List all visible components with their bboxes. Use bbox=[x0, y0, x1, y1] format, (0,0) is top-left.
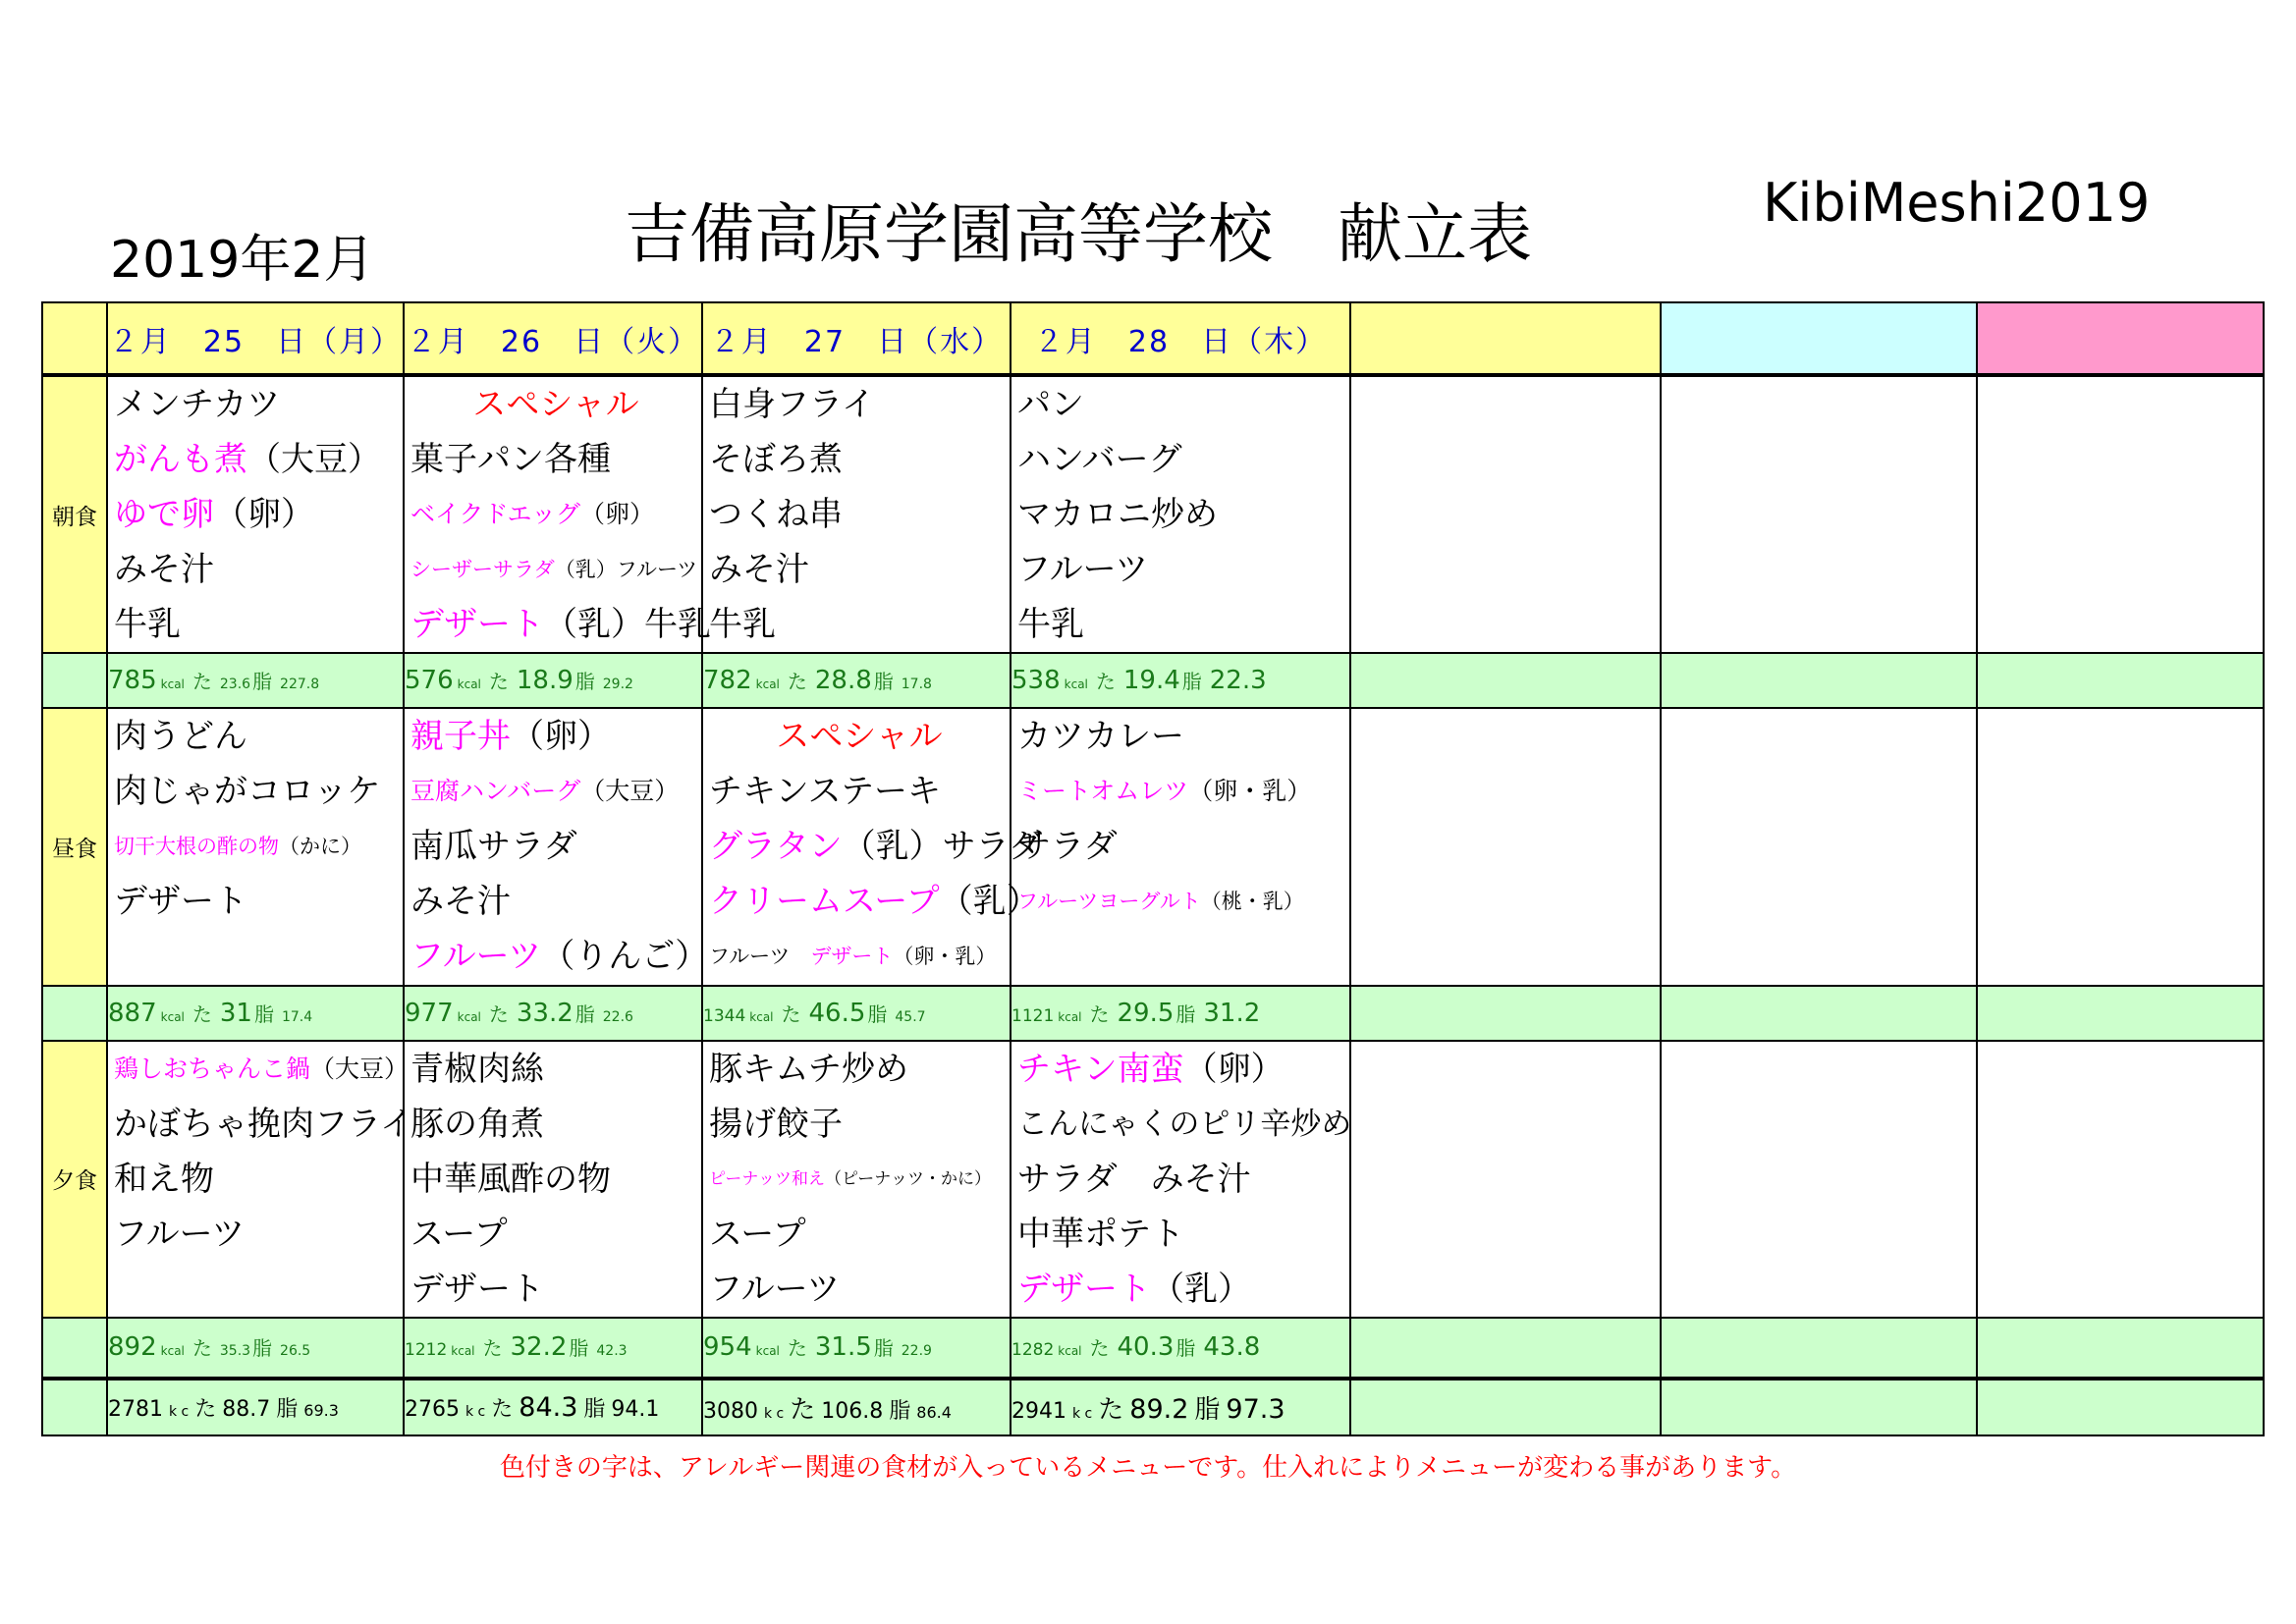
nutrition-cell: 1344 kcal た 46.5 脂 45.7 bbox=[702, 986, 1011, 1041]
menu-item: フルーツ bbox=[709, 1269, 841, 1309]
menu-item: スープ bbox=[410, 1214, 508, 1254]
nutrition-cell: 954 kcal た 31.5 脂 22.9 bbox=[702, 1318, 1011, 1379]
menu-item: グラタン（乳）サラダ bbox=[709, 827, 1043, 867]
menu-item: スペシャル bbox=[472, 385, 639, 425]
menu-item: メンチカツ bbox=[114, 385, 281, 425]
menu-item: 牛乳 bbox=[1017, 605, 1084, 645]
empty-cell bbox=[1661, 986, 1977, 1041]
nutrition-cell: 1121 kcal た 29.5 脂 31.2 bbox=[1011, 986, 1350, 1041]
day-header-empty-1 bbox=[1350, 302, 1661, 375]
menu-item: 白身フライ bbox=[709, 385, 875, 425]
menu-item: クリームスープ（乳） bbox=[709, 882, 1040, 922]
nutrition-cell: 782 kcal た 28.8 脂 17.8 bbox=[702, 653, 1011, 708]
lunch-mon bbox=[107, 708, 404, 985]
empty-cell bbox=[1661, 653, 1977, 708]
menu-item: マカロニ炒め bbox=[1017, 495, 1218, 535]
day-header-empty-2 bbox=[1661, 302, 1977, 375]
day-header-mon: ２月 25 日（月） bbox=[107, 302, 404, 375]
menu-item: デザート（乳）牛乳 bbox=[410, 605, 711, 645]
menu-item: サラダ bbox=[1017, 827, 1118, 867]
menu-item: シーザーサラダ（乳）フルーツ bbox=[410, 558, 698, 582]
menu-item: フルーツヨーグルト（桃・乳） bbox=[1017, 890, 1304, 914]
empty-cell bbox=[1977, 653, 2264, 708]
menu-item: フルーツ bbox=[114, 1214, 246, 1254]
menu-item: 切干大根の酢の物（かに） bbox=[114, 835, 361, 859]
menu-item: フルーツ デザート（卵・乳） bbox=[709, 945, 997, 969]
total-cell: 3080 k c た 106.8 脂 86.4 bbox=[702, 1379, 1011, 1435]
menu-item: ゆで卵（卵） bbox=[114, 495, 314, 535]
day-header-empty-3 bbox=[1977, 302, 2264, 375]
breakfast-row bbox=[42, 375, 2264, 653]
empty-cell bbox=[1661, 1041, 1977, 1318]
menu-item: 肉じゃがコロッケ bbox=[114, 772, 381, 812]
corner-cell bbox=[42, 302, 107, 375]
breakfast-nutrition-row bbox=[42, 653, 2264, 708]
menu-item: がんも煮（大豆） bbox=[114, 440, 381, 480]
menu-item: 豚キムチ炒め bbox=[709, 1049, 908, 1089]
menu-item: サラダ みそ汁 bbox=[1017, 1159, 1251, 1199]
total-cell: 2765 k c た 84.3 脂 94.1 bbox=[404, 1379, 702, 1435]
menu-item: つくね串 bbox=[709, 495, 843, 535]
nutrition-cell: 1282 kcal た 40.3 脂 43.8 bbox=[1011, 1318, 1350, 1379]
menu-item: こんにゃくのピリ辛炒め bbox=[1017, 1106, 1352, 1142]
dinner-wed bbox=[702, 1041, 1011, 1318]
nutrition-cell: 1212 kcal た 32.2 脂 42.3 bbox=[404, 1318, 702, 1379]
menu-item: フルーツ（りんご） bbox=[410, 937, 709, 977]
menu-item: ピーナッツ和え（ピーナッツ・かに） bbox=[709, 1168, 991, 1189]
total-cell: 2781 k c た 88.7 脂 69.3 bbox=[107, 1379, 404, 1435]
menu-item: パン bbox=[1017, 385, 1084, 425]
empty-cell bbox=[1350, 1041, 1661, 1318]
breakfast-mon bbox=[107, 375, 404, 653]
breakfast-wed bbox=[702, 375, 1011, 653]
meal-label-spacer bbox=[42, 653, 107, 708]
menu-item: 揚げ餃子 bbox=[709, 1104, 843, 1144]
empty-cell bbox=[1977, 1041, 2264, 1318]
nutrition-cell: 576 kcal た 18.9 脂 29.2 bbox=[404, 653, 702, 708]
empty-cell bbox=[1350, 653, 1661, 708]
meal-label-dinner: 夕食 bbox=[42, 1041, 107, 1318]
menu-item: デザート bbox=[410, 1269, 544, 1309]
menu-item: カツカレー bbox=[1017, 717, 1184, 757]
empty-cell bbox=[1350, 708, 1661, 985]
menu-item: 菓子パン各種 bbox=[410, 440, 611, 480]
menu-item: ミートオムレツ（卵・乳） bbox=[1017, 777, 1312, 806]
nutrition-cell: 887 kcal た 31 脂 17.4 bbox=[107, 986, 404, 1041]
menu-item: みそ汁 bbox=[114, 550, 214, 590]
day-header-row bbox=[42, 302, 2264, 375]
menu-item: デザート（乳） bbox=[1017, 1269, 1251, 1309]
empty-cell bbox=[1350, 1379, 1661, 1435]
dinner-tue bbox=[404, 1041, 702, 1318]
meal-label-spacer bbox=[42, 986, 107, 1041]
menu-item: かぼちゃ挽肉フライ bbox=[114, 1104, 413, 1144]
menu-item: 中華ポテト bbox=[1017, 1214, 1184, 1254]
lunch-row bbox=[42, 708, 2264, 985]
menu-item: 南瓜サラダ bbox=[410, 827, 577, 867]
menu-item: 牛乳 bbox=[709, 605, 776, 645]
meal-label-lunch: 昼食 bbox=[42, 708, 107, 985]
menu-item: スペシャル bbox=[776, 717, 943, 757]
day-header-wed: ２月 27 日（水） bbox=[702, 302, 1011, 375]
allergy-footnote: 色付きの字は、アレルギー関連の食材が入っているメニューです。仕入れによりメニューが変わる事があります。 bbox=[499, 1453, 1797, 1483]
nutrition-cell: 538 kcal た 19.4 脂 22.3 bbox=[1011, 653, 1350, 708]
page-title: 吉備高原学園高等学校 献立表 bbox=[625, 196, 1532, 272]
nutrition-cell: 892 kcal た 35.3 脂 26.5 bbox=[107, 1318, 404, 1379]
empty-cell bbox=[1350, 375, 1661, 653]
total-cell: 2941 k c た 89.2 脂 97.3 bbox=[1011, 1379, 1350, 1435]
lunch-wed bbox=[702, 708, 1043, 985]
menu-item: みそ汁 bbox=[709, 550, 809, 590]
menu-table bbox=[41, 301, 2265, 1436]
empty-cell bbox=[1350, 1318, 1661, 1379]
breakfast-tue bbox=[404, 375, 711, 653]
nutrition-cell: 977 kcal た 33.2 脂 22.6 bbox=[404, 986, 702, 1041]
menu-item: スープ bbox=[709, 1214, 806, 1254]
menu-item: 肉うどん bbox=[114, 717, 247, 757]
menu-item: チキンステーキ bbox=[709, 772, 941, 812]
nutrition-cell: 785 kcal た 23.6 脂 227.8 bbox=[107, 653, 404, 708]
day-header-thu: ２月 28 日（木） bbox=[1011, 302, 1350, 375]
empty-cell bbox=[1350, 986, 1661, 1041]
menu-item: 豆腐ハンバーグ（大豆） bbox=[410, 777, 680, 806]
brand-label: KibiMeshi2019 bbox=[1763, 172, 2151, 234]
dinner-nutrition-row bbox=[42, 1318, 2264, 1379]
dinner-row bbox=[42, 1041, 2264, 1318]
empty-cell bbox=[1977, 986, 2264, 1041]
menu-item: 和え物 bbox=[114, 1159, 214, 1199]
menu-item: 青椒肉絲 bbox=[410, 1049, 544, 1089]
meal-label-breakfast: 朝食 bbox=[42, 375, 107, 653]
lunch-thu bbox=[1011, 708, 1350, 985]
dinner-mon bbox=[107, 1041, 413, 1318]
menu-item: 中華風酢の物 bbox=[410, 1159, 611, 1199]
empty-cell bbox=[1977, 708, 2264, 985]
menu-item: 牛乳 bbox=[114, 605, 181, 645]
menu-item: ハンバーグ bbox=[1017, 440, 1182, 480]
empty-cell bbox=[1977, 1379, 2264, 1435]
menu-item: 親子丼（卵） bbox=[410, 717, 611, 757]
daily-total-row bbox=[42, 1379, 2264, 1435]
day-header-tue: ２月 26 日（火） bbox=[404, 302, 702, 375]
menu-item: みそ汁 bbox=[410, 882, 511, 922]
meal-label-spacer bbox=[42, 1318, 107, 1379]
empty-cell bbox=[1661, 1379, 1977, 1435]
year-month: 2019年2月 bbox=[110, 231, 375, 290]
dinner-thu bbox=[1011, 1041, 1350, 1318]
menu-item: ベイクドエッグ（卵） bbox=[410, 500, 655, 529]
menu-item: フルーツ bbox=[1017, 550, 1149, 590]
menu-item: デザート bbox=[114, 882, 247, 922]
menu-item: チキン南蛮（卵） bbox=[1017, 1049, 1285, 1089]
lunch-nutrition-row bbox=[42, 986, 2264, 1041]
total-label-spacer bbox=[42, 1379, 107, 1435]
menu-item: そぼろ煮 bbox=[709, 440, 843, 480]
empty-cell bbox=[1977, 375, 2264, 653]
menu-item: 豚の角煮 bbox=[410, 1104, 544, 1144]
empty-cell bbox=[1977, 1318, 2264, 1379]
empty-cell bbox=[1661, 375, 1977, 653]
breakfast-thu bbox=[1011, 375, 1350, 653]
lunch-tue bbox=[404, 708, 709, 985]
menu-item: 鶏しおちゃんこ鍋（大豆） bbox=[114, 1054, 410, 1083]
empty-cell bbox=[1661, 708, 1977, 985]
empty-cell bbox=[1661, 1318, 1977, 1379]
